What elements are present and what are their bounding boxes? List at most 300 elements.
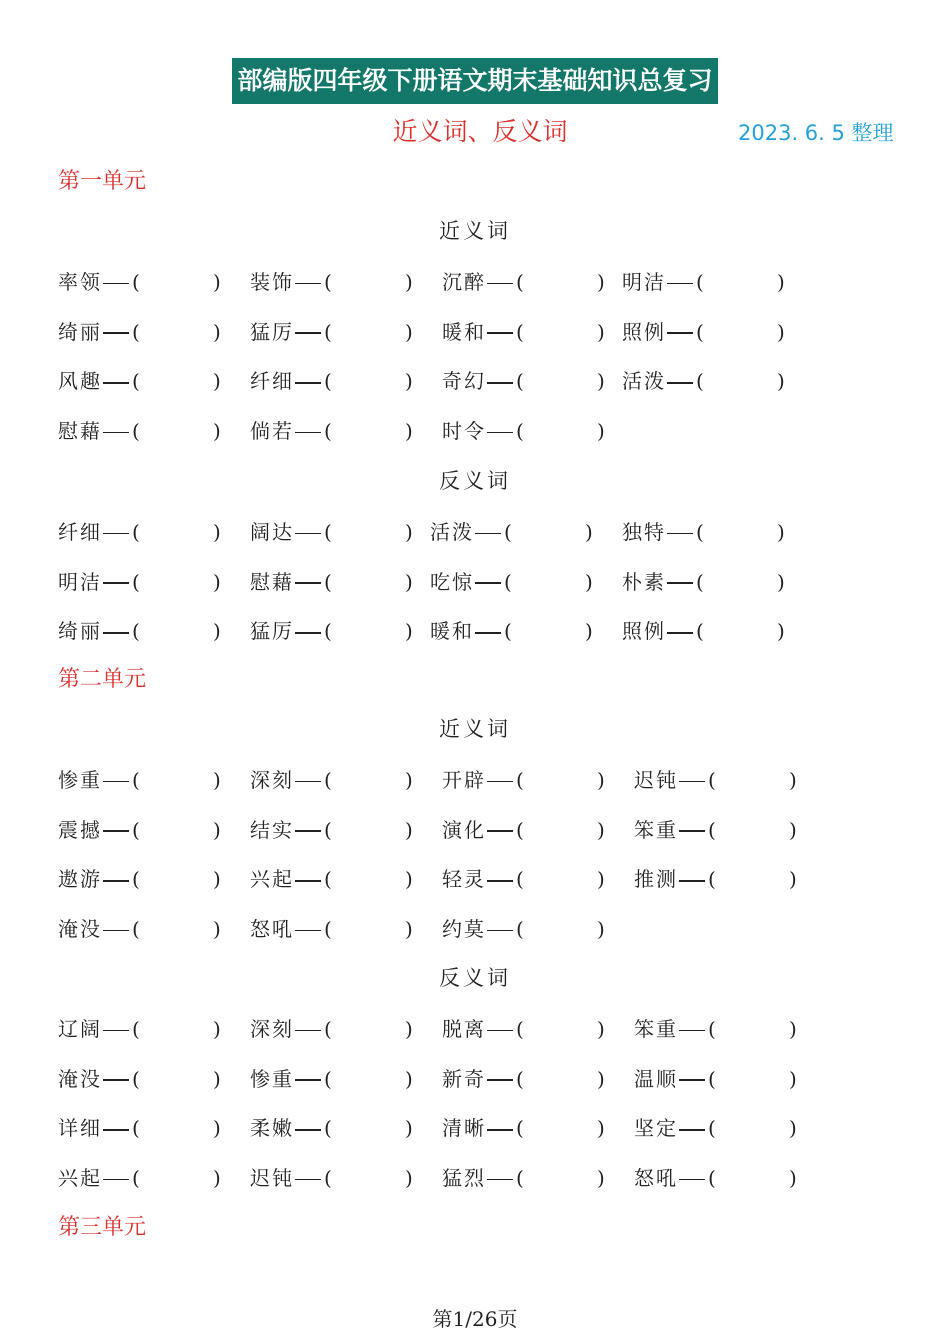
- answer-blank[interactable]: [530, 316, 595, 348]
- exercise-item: [250, 1013, 332, 1045]
- close-paren: ): [213, 917, 221, 942]
- exercise-item: [58, 1162, 140, 1194]
- exercise-item: [622, 516, 704, 548]
- word-label: 绮丽: [58, 319, 102, 344]
- answer-blank[interactable]: [146, 316, 211, 348]
- answer-blank[interactable]: [338, 1162, 403, 1194]
- exercise-row: [0, 913, 950, 945]
- exercise-row: [0, 1013, 950, 1045]
- exercise-row: [0, 266, 950, 298]
- close-paren: ): [405, 768, 413, 792]
- open-paren: (: [696, 619, 704, 644]
- answer-blank[interactable]: [722, 1112, 787, 1144]
- open-paren: (: [324, 619, 332, 644]
- open-paren: (: [132, 270, 140, 294]
- open-paren: (: [132, 1066, 140, 1091]
- close-paren: ): [213, 1166, 221, 1191]
- answer-blank[interactable]: [530, 266, 595, 298]
- answer-blank[interactable]: [338, 1112, 403, 1144]
- answer-blank[interactable]: [530, 1162, 595, 1194]
- answer-blank[interactable]: [518, 615, 583, 647]
- dash-separator: [666, 566, 696, 598]
- exercise-item: [250, 863, 332, 895]
- answer-blank[interactable]: [146, 764, 211, 796]
- exercise-item: [634, 814, 716, 846]
- close-paren: ): [597, 1116, 605, 1141]
- open-paren: (: [324, 419, 332, 444]
- exercise-item: [58, 316, 140, 348]
- word-label: 猛厉: [250, 619, 294, 644]
- open-paren: (: [516, 270, 524, 294]
- word-label: 怒吼: [250, 917, 294, 942]
- answer-blank[interactable]: [146, 913, 211, 945]
- dash-separator: [294, 266, 324, 298]
- exercise-item: [442, 266, 524, 298]
- answer-blank[interactable]: [710, 516, 775, 548]
- word-label: 吃惊: [430, 569, 474, 594]
- dash-separator: [294, 1162, 324, 1194]
- close-paren: ): [213, 569, 221, 594]
- word-label: 猛厉: [250, 319, 294, 344]
- open-paren: (: [504, 569, 512, 594]
- exercise-item: [250, 913, 332, 945]
- answer-blank[interactable]: [710, 365, 775, 397]
- answer-blank[interactable]: [710, 615, 775, 647]
- open-paren: (: [132, 369, 140, 394]
- word-label: 风趣: [58, 369, 102, 394]
- word-label: 笨重: [634, 817, 678, 842]
- dash-separator: [294, 316, 324, 348]
- exercise-row: [0, 1063, 950, 1095]
- word-label: 率领: [58, 270, 102, 294]
- open-paren: (: [324, 1017, 332, 1041]
- dash-separator: [102, 913, 132, 945]
- word-label: 照例: [622, 619, 666, 644]
- close-paren: ): [597, 867, 605, 892]
- exercise-item: [250, 415, 332, 447]
- open-paren: (: [516, 1066, 524, 1091]
- exercise-item: [430, 566, 512, 598]
- dash-separator: [486, 316, 516, 348]
- answer-blank[interactable]: [338, 913, 403, 945]
- word-label: 慰藉: [58, 419, 102, 444]
- word-label: 淹没: [58, 917, 102, 942]
- open-paren: (: [708, 817, 716, 842]
- close-paren: ): [405, 569, 413, 594]
- exercise-item: [442, 913, 524, 945]
- dash-separator: [294, 566, 324, 598]
- exercise-item: [58, 863, 140, 895]
- close-paren: ): [789, 1166, 797, 1191]
- answer-blank[interactable]: [146, 1063, 211, 1095]
- exercise-item: [250, 814, 332, 846]
- dash-separator: [294, 1112, 324, 1144]
- open-paren: (: [132, 768, 140, 792]
- close-paren: ): [789, 1116, 797, 1141]
- dash-separator: [666, 516, 696, 548]
- exercise-row: [0, 365, 950, 397]
- dash-separator: [666, 615, 696, 647]
- close-paren: ): [585, 569, 593, 594]
- exercise-row: [0, 415, 950, 447]
- open-paren: (: [132, 1116, 140, 1141]
- answer-blank[interactable]: [338, 814, 403, 846]
- close-paren: ): [789, 867, 797, 892]
- exercise-row: [0, 1162, 950, 1194]
- answer-blank[interactable]: [530, 863, 595, 895]
- close-paren: ): [789, 768, 797, 792]
- open-paren: (: [504, 520, 512, 544]
- word-label: 照例: [622, 319, 666, 344]
- exercise-item: [430, 516, 512, 548]
- open-paren: (: [132, 569, 140, 594]
- dash-separator: [678, 863, 708, 895]
- answer-blank[interactable]: [146, 365, 211, 397]
- close-paren: ): [405, 1017, 413, 1041]
- close-paren: ): [597, 1066, 605, 1091]
- word-label: 兴起: [250, 867, 294, 892]
- answer-blank[interactable]: [338, 1013, 403, 1045]
- answer-blank[interactable]: [710, 266, 775, 298]
- word-label: 坚定: [634, 1116, 678, 1141]
- answer-blank[interactable]: [146, 266, 211, 298]
- open-paren: (: [516, 419, 524, 444]
- dash-separator: [102, 615, 132, 647]
- group-heading: 近义词: [439, 717, 511, 741]
- open-paren: (: [132, 619, 140, 644]
- exercise-item: [442, 1112, 524, 1144]
- dash-separator: [294, 1013, 324, 1045]
- answer-blank[interactable]: [530, 764, 595, 796]
- close-paren: ): [213, 319, 221, 344]
- word-label: 慰藉: [250, 569, 294, 594]
- exercise-item: [58, 764, 140, 796]
- exercise-item: [58, 615, 140, 647]
- exercise-item: [250, 365, 332, 397]
- open-paren: (: [132, 1017, 140, 1041]
- dash-separator: [678, 1013, 708, 1045]
- open-paren: (: [516, 1116, 524, 1141]
- answer-blank[interactable]: [722, 1063, 787, 1095]
- answer-blank[interactable]: [338, 615, 403, 647]
- answer-blank[interactable]: [722, 863, 787, 895]
- close-paren: ): [777, 369, 785, 394]
- open-paren: (: [132, 319, 140, 344]
- dash-separator: [102, 266, 132, 298]
- word-label: 轻灵: [442, 867, 486, 892]
- exercise-item: [634, 1063, 716, 1095]
- close-paren: ): [405, 917, 413, 942]
- word-label: 笨重: [634, 1017, 678, 1041]
- answer-blank[interactable]: [710, 566, 775, 598]
- answer-blank[interactable]: [338, 365, 403, 397]
- exercise-item: [622, 365, 704, 397]
- word-label: 温顺: [634, 1066, 678, 1091]
- exercise-item: [58, 266, 140, 298]
- exercise-row: [0, 863, 950, 895]
- exercise-item: [634, 1112, 716, 1144]
- exercise-item: [442, 814, 524, 846]
- exercise-item: [250, 516, 332, 548]
- close-paren: ): [597, 1017, 605, 1041]
- exercise-row: [0, 764, 950, 796]
- word-label: 结实: [250, 817, 294, 842]
- dash-separator: [102, 316, 132, 348]
- close-paren: ): [213, 768, 221, 792]
- open-paren: (: [324, 270, 332, 294]
- open-paren: (: [132, 419, 140, 444]
- answer-blank[interactable]: [146, 814, 211, 846]
- exercise-item: [58, 1063, 140, 1095]
- exercise-item: [442, 415, 524, 447]
- answer-blank[interactable]: [146, 1162, 211, 1194]
- open-paren: (: [516, 369, 524, 394]
- word-label: 淹没: [58, 1066, 102, 1091]
- open-paren: (: [132, 917, 140, 942]
- answer-blank[interactable]: [338, 266, 403, 298]
- answer-blank[interactable]: [722, 814, 787, 846]
- dash-separator: [666, 365, 696, 397]
- dash-separator: [486, 1162, 516, 1194]
- answer-blank[interactable]: [722, 1162, 787, 1194]
- answer-blank[interactable]: [518, 566, 583, 598]
- unit-title: 第三单元: [58, 1215, 147, 1240]
- dash-separator: [486, 1112, 516, 1144]
- dash-separator: [102, 566, 132, 598]
- exercise-item: [442, 1013, 524, 1045]
- word-label: 独特: [622, 520, 666, 544]
- exercise-item: [442, 764, 524, 796]
- close-paren: ): [213, 1066, 221, 1091]
- dash-separator: [294, 516, 324, 548]
- open-paren: (: [132, 817, 140, 842]
- open-paren: (: [708, 1066, 716, 1091]
- dash-separator: [102, 1112, 132, 1144]
- close-paren: ): [405, 270, 413, 294]
- exercise-item: [442, 365, 524, 397]
- word-label: 遨游: [58, 867, 102, 892]
- close-paren: ): [405, 1166, 413, 1191]
- answer-blank[interactable]: [338, 516, 403, 548]
- close-paren: ): [597, 369, 605, 394]
- answer-blank[interactable]: [338, 863, 403, 895]
- word-label: 详细: [58, 1116, 102, 1141]
- open-paren: (: [516, 1166, 524, 1191]
- word-label: 推测: [634, 867, 678, 892]
- close-paren: ): [213, 817, 221, 842]
- open-paren: (: [324, 520, 332, 544]
- word-label: 猛烈: [442, 1166, 486, 1191]
- open-paren: (: [708, 1017, 716, 1041]
- dash-separator: [102, 814, 132, 846]
- close-paren: ): [213, 270, 221, 294]
- word-label: 清晰: [442, 1116, 486, 1141]
- group-heading: 近义词: [439, 219, 511, 243]
- close-paren: ): [789, 817, 797, 842]
- answer-blank[interactable]: [530, 1013, 595, 1045]
- close-paren: ): [777, 319, 785, 344]
- answer-blank[interactable]: [146, 516, 211, 548]
- word-label: 兴起: [58, 1166, 102, 1191]
- word-label: 怒吼: [634, 1166, 678, 1191]
- answer-blank[interactable]: [338, 764, 403, 796]
- dash-separator: [678, 814, 708, 846]
- answer-blank[interactable]: [338, 566, 403, 598]
- dash-separator: [102, 1013, 132, 1045]
- open-paren: (: [696, 520, 704, 544]
- exercise-row: [0, 615, 950, 647]
- close-paren: ): [597, 319, 605, 344]
- answer-blank[interactable]: [146, 566, 211, 598]
- close-paren: ): [777, 619, 785, 644]
- close-paren: ): [585, 520, 593, 544]
- close-paren: ): [597, 917, 605, 942]
- close-paren: ): [213, 520, 221, 544]
- word-label: 活泼: [430, 520, 474, 544]
- close-paren: ): [777, 520, 785, 544]
- dash-separator: [486, 1063, 516, 1095]
- word-label: 绮丽: [58, 619, 102, 644]
- dash-separator: [294, 863, 324, 895]
- exercise-item: [58, 913, 140, 945]
- open-paren: (: [324, 319, 332, 344]
- close-paren: ): [405, 619, 413, 644]
- close-paren: ): [597, 1166, 605, 1191]
- exercise-row: [0, 814, 950, 846]
- word-label: 深刻: [250, 768, 294, 792]
- answer-blank[interactable]: [338, 1063, 403, 1095]
- word-label: 迟钝: [250, 1166, 294, 1191]
- page-number: 第1/26页: [432, 1307, 518, 1331]
- exercise-item: [442, 316, 524, 348]
- dash-separator: [666, 266, 696, 298]
- exercise-item: [634, 1162, 716, 1194]
- unit-title: 第二单元: [58, 667, 147, 692]
- word-label: 惨重: [58, 768, 102, 792]
- answer-blank[interactable]: [722, 764, 787, 796]
- dash-separator: [486, 1013, 516, 1045]
- exercise-item: [622, 615, 704, 647]
- close-paren: ): [777, 569, 785, 594]
- open-paren: (: [708, 1116, 716, 1141]
- answer-blank[interactable]: [146, 415, 211, 447]
- open-paren: (: [324, 569, 332, 594]
- dash-separator: [486, 764, 516, 796]
- answer-blank[interactable]: [530, 415, 595, 447]
- dash-separator: [486, 415, 516, 447]
- close-paren: ): [789, 1066, 797, 1091]
- word-label: 纤细: [250, 369, 294, 394]
- answer-blank[interactable]: [710, 316, 775, 348]
- page-title-banner: 部编版四年级下册语文期末基础知识总复习: [232, 58, 718, 104]
- word-label: 柔嫩: [250, 1116, 294, 1141]
- dash-separator: [102, 516, 132, 548]
- exercise-row: [0, 316, 950, 348]
- exercise-item: [622, 566, 704, 598]
- exercise-item: [250, 566, 332, 598]
- exercise-item: [622, 266, 704, 298]
- close-paren: ): [789, 1017, 797, 1041]
- answer-blank[interactable]: [338, 415, 403, 447]
- open-paren: (: [132, 520, 140, 544]
- open-paren: (: [324, 369, 332, 394]
- dash-separator: [678, 1162, 708, 1194]
- exercise-item: [442, 863, 524, 895]
- open-paren: (: [324, 867, 332, 892]
- close-paren: ): [405, 867, 413, 892]
- dash-separator: [486, 863, 516, 895]
- open-paren: (: [696, 319, 704, 344]
- dash-separator: [102, 415, 132, 447]
- answer-blank[interactable]: [146, 1013, 211, 1045]
- unit-title: 第一单元: [58, 169, 147, 194]
- dash-separator: [474, 516, 504, 548]
- answer-blank[interactable]: [146, 863, 211, 895]
- exercise-item: [250, 266, 332, 298]
- close-paren: ): [213, 369, 221, 394]
- answer-blank[interactable]: [338, 316, 403, 348]
- dash-separator: [486, 814, 516, 846]
- answer-blank[interactable]: [146, 1112, 211, 1144]
- exercise-item: [58, 1112, 140, 1144]
- close-paren: ): [777, 270, 785, 294]
- word-label: 暖和: [442, 319, 486, 344]
- date-note: 2023. 6. 5 整理: [738, 121, 894, 145]
- word-label: 新奇: [442, 1066, 486, 1091]
- dash-separator: [294, 415, 324, 447]
- open-paren: (: [516, 768, 524, 792]
- exercise-item: [250, 1112, 332, 1144]
- answer-blank[interactable]: [518, 516, 583, 548]
- dash-separator: [678, 764, 708, 796]
- exercise-row: [0, 516, 950, 548]
- answer-blank[interactable]: [722, 1013, 787, 1045]
- answer-blank[interactable]: [530, 1112, 595, 1144]
- answer-blank[interactable]: [146, 615, 211, 647]
- word-label: 迟钝: [634, 768, 678, 792]
- close-paren: ): [213, 867, 221, 892]
- open-paren: (: [708, 768, 716, 792]
- word-label: 纤细: [58, 520, 102, 544]
- close-paren: ): [585, 619, 593, 644]
- exercise-row: [0, 1112, 950, 1144]
- exercise-item: [58, 814, 140, 846]
- dash-separator: [486, 913, 516, 945]
- close-paren: ): [597, 817, 605, 842]
- open-paren: (: [324, 768, 332, 792]
- word-label: 暖和: [430, 619, 474, 644]
- word-label: 装饰: [250, 270, 294, 294]
- exercise-item: [58, 415, 140, 447]
- answer-blank[interactable]: [530, 814, 595, 846]
- exercise-item: [58, 516, 140, 548]
- answer-blank[interactable]: [530, 913, 595, 945]
- open-paren: (: [324, 1116, 332, 1141]
- dash-separator: [102, 863, 132, 895]
- open-paren: (: [324, 1066, 332, 1091]
- answer-blank[interactable]: [530, 365, 595, 397]
- word-label: 约莫: [442, 917, 486, 942]
- open-paren: (: [708, 1166, 716, 1191]
- close-paren: ): [405, 1116, 413, 1141]
- word-label: 震撼: [58, 817, 102, 842]
- word-label: 奇幻: [442, 369, 486, 394]
- answer-blank[interactable]: [530, 1063, 595, 1095]
- dash-separator: [678, 1112, 708, 1144]
- word-label: 演化: [442, 817, 486, 842]
- open-paren: (: [696, 569, 704, 594]
- word-label: 沉醉: [442, 270, 486, 294]
